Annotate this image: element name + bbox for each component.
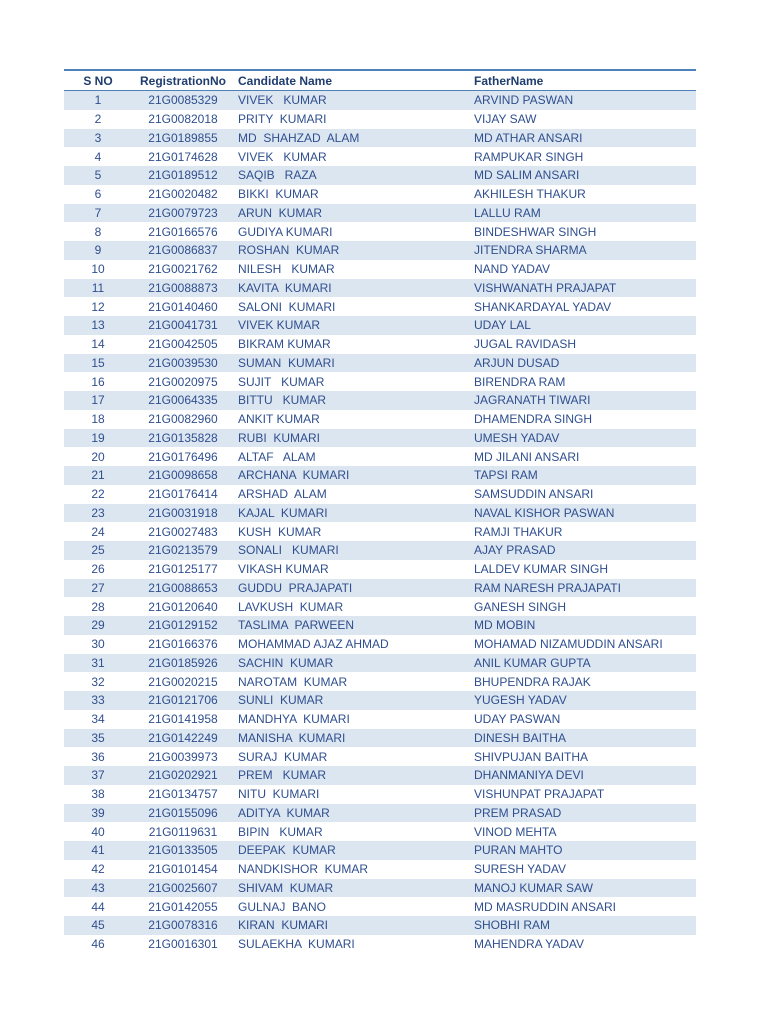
cell-candidate-name: ARUN KUMAR bbox=[234, 204, 472, 223]
cell-sno: 40 bbox=[64, 822, 132, 841]
table-header bbox=[64, 70, 696, 91]
table-row bbox=[64, 354, 696, 373]
cell-father-name: MD MASRUDDIN ANSARI bbox=[472, 897, 696, 916]
cell-father-name: MANOJ KUMAR SAW bbox=[472, 879, 696, 898]
table-row bbox=[64, 241, 696, 260]
cell-father-name: SHIVPUJAN BAITHA bbox=[472, 747, 696, 766]
cell-registration-no: 21G0135828 bbox=[132, 429, 234, 448]
table-body bbox=[64, 91, 696, 954]
cell-sno: 24 bbox=[64, 522, 132, 541]
cell-sno: 37 bbox=[64, 766, 132, 785]
cell-father-name: VINOD MEHTA bbox=[472, 822, 696, 841]
table-row bbox=[64, 279, 696, 298]
table-row bbox=[64, 466, 696, 485]
cell-father-name: LALDEV KUMAR SINGH bbox=[472, 560, 696, 579]
cell-sno: 11 bbox=[64, 279, 132, 298]
cell-registration-no: 21G0064335 bbox=[132, 391, 234, 410]
cell-registration-no: 21G0129152 bbox=[132, 616, 234, 635]
table-row bbox=[64, 935, 696, 954]
cell-candidate-name: BIKRAM KUMAR bbox=[234, 335, 472, 354]
cell-registration-no: 21G0120640 bbox=[132, 597, 234, 616]
cell-candidate-name: PREM KUMAR bbox=[234, 766, 472, 785]
cell-registration-no: 21G0082960 bbox=[132, 410, 234, 429]
cell-father-name: RAM NARESH PRAJAPATI bbox=[472, 579, 696, 598]
cell-registration-no: 21G0134757 bbox=[132, 785, 234, 804]
cell-sno: 32 bbox=[64, 672, 132, 691]
cell-candidate-name: SHIVAM KUMAR bbox=[234, 879, 472, 898]
table-row bbox=[64, 335, 696, 354]
cell-registration-no: 21G0082018 bbox=[132, 110, 234, 129]
cell-sno: 36 bbox=[64, 747, 132, 766]
cell-registration-no: 21G0174628 bbox=[132, 147, 234, 166]
cell-sno: 46 bbox=[64, 935, 132, 954]
cell-father-name: JUGAL RAVIDASH bbox=[472, 335, 696, 354]
cell-candidate-name: TASLIMA PARWEEN bbox=[234, 616, 472, 635]
cell-candidate-name: VIVEK KUMAR bbox=[234, 91, 472, 110]
cell-father-name: MD SALIM ANSARI bbox=[472, 166, 696, 185]
column-header-father-name: FatherName bbox=[472, 70, 696, 91]
cell-sno: 14 bbox=[64, 335, 132, 354]
table-row bbox=[64, 429, 696, 448]
cell-sno: 21 bbox=[64, 466, 132, 485]
cell-father-name: JAGRANATH TIWARI bbox=[472, 391, 696, 410]
candidate-table bbox=[64, 69, 696, 954]
cell-candidate-name: KIRAN KUMARI bbox=[234, 916, 472, 935]
cell-registration-no: 21G0088653 bbox=[132, 579, 234, 598]
cell-candidate-name: BIPIN KUMAR bbox=[234, 822, 472, 841]
cell-candidate-name: NAROTAM KUMAR bbox=[234, 672, 472, 691]
cell-father-name: BIRENDRA RAM bbox=[472, 372, 696, 391]
table-row bbox=[64, 804, 696, 823]
cell-registration-no: 21G0140460 bbox=[132, 297, 234, 316]
cell-registration-no: 21G0041731 bbox=[132, 316, 234, 335]
cell-father-name: SURESH YADAV bbox=[472, 860, 696, 879]
cell-registration-no: 21G0119631 bbox=[132, 822, 234, 841]
cell-registration-no: 21G0088873 bbox=[132, 279, 234, 298]
table-row bbox=[64, 597, 696, 616]
table-row bbox=[64, 297, 696, 316]
cell-sno: 20 bbox=[64, 447, 132, 466]
cell-candidate-name: SURAJ KUMAR bbox=[234, 747, 472, 766]
table-row bbox=[64, 185, 696, 204]
cell-candidate-name: SULAEKHA KUMARI bbox=[234, 935, 472, 954]
cell-candidate-name: ARCHANA KUMARI bbox=[234, 466, 472, 485]
table-row bbox=[64, 541, 696, 560]
cell-sno: 17 bbox=[64, 391, 132, 410]
table-row bbox=[64, 222, 696, 241]
cell-candidate-name: SUMAN KUMARI bbox=[234, 354, 472, 373]
cell-candidate-name: MANISHA KUMARI bbox=[234, 729, 472, 748]
cell-candidate-name: SONALI KUMARI bbox=[234, 541, 472, 560]
cell-registration-no: 21G0125177 bbox=[132, 560, 234, 579]
cell-candidate-name: BIKKI KUMAR bbox=[234, 185, 472, 204]
cell-father-name: JITENDRA SHARMA bbox=[472, 241, 696, 260]
cell-sno: 22 bbox=[64, 485, 132, 504]
table-row bbox=[64, 879, 696, 898]
table-row bbox=[64, 747, 696, 766]
cell-father-name: BHUPENDRA RAJAK bbox=[472, 672, 696, 691]
cell-father-name: PREM PRASAD bbox=[472, 804, 696, 823]
header-row bbox=[64, 70, 696, 91]
cell-father-name: RAMPUKAR SINGH bbox=[472, 147, 696, 166]
cell-father-name: ARVIND PASWAN bbox=[472, 91, 696, 110]
cell-registration-no: 21G0039530 bbox=[132, 354, 234, 373]
cell-father-name: UDAY LAL bbox=[472, 316, 696, 335]
cell-registration-no: 21G0141958 bbox=[132, 710, 234, 729]
table-row bbox=[64, 616, 696, 635]
cell-registration-no: 21G0166376 bbox=[132, 635, 234, 654]
table-row bbox=[64, 147, 696, 166]
cell-father-name: ANIL KUMAR GUPTA bbox=[472, 654, 696, 673]
cell-father-name: SHOBHI RAM bbox=[472, 916, 696, 935]
cell-registration-no: 21G0176496 bbox=[132, 447, 234, 466]
table-row bbox=[64, 110, 696, 129]
cell-registration-no: 21G0133505 bbox=[132, 841, 234, 860]
cell-candidate-name: MD SHAHZAD ALAM bbox=[234, 129, 472, 148]
table-row bbox=[64, 635, 696, 654]
table-row bbox=[64, 841, 696, 860]
cell-father-name: UDAY PASWAN bbox=[472, 710, 696, 729]
table-row bbox=[64, 579, 696, 598]
cell-candidate-name: ROSHAN KUMAR bbox=[234, 241, 472, 260]
cell-sno: 12 bbox=[64, 297, 132, 316]
cell-sno: 27 bbox=[64, 579, 132, 598]
table-row bbox=[64, 316, 696, 335]
cell-registration-no: 21G0101454 bbox=[132, 860, 234, 879]
cell-father-name: ARJUN DUSAD bbox=[472, 354, 696, 373]
cell-candidate-name: SALONI KUMARI bbox=[234, 297, 472, 316]
cell-sno: 44 bbox=[64, 897, 132, 916]
cell-father-name: MAHENDRA YADAV bbox=[472, 935, 696, 954]
cell-registration-no: 21G0142055 bbox=[132, 897, 234, 916]
table-row bbox=[64, 166, 696, 185]
cell-registration-no: 21G0039973 bbox=[132, 747, 234, 766]
table-row bbox=[64, 691, 696, 710]
cell-sno: 35 bbox=[64, 729, 132, 748]
table-row bbox=[64, 860, 696, 879]
table-row bbox=[64, 204, 696, 223]
cell-father-name: GANESH SINGH bbox=[472, 597, 696, 616]
column-header-candidate-name: Candidate Name bbox=[234, 70, 472, 91]
cell-registration-no: 21G0189855 bbox=[132, 129, 234, 148]
table-row bbox=[64, 822, 696, 841]
cell-sno: 28 bbox=[64, 597, 132, 616]
cell-father-name: MOHAMAD NIZAMUDDIN ANSARI bbox=[472, 635, 696, 654]
table-row bbox=[64, 897, 696, 916]
cell-father-name: DHAMENDRA SINGH bbox=[472, 410, 696, 429]
cell-father-name: VIJAY SAW bbox=[472, 110, 696, 129]
cell-registration-no: 21G0016301 bbox=[132, 935, 234, 954]
cell-father-name: NAVAL KISHOR PASWAN bbox=[472, 504, 696, 523]
table-row bbox=[64, 410, 696, 429]
table-row bbox=[64, 672, 696, 691]
cell-father-name: TAPSI RAM bbox=[472, 466, 696, 485]
cell-registration-no: 21G0079723 bbox=[132, 204, 234, 223]
table-row bbox=[64, 129, 696, 148]
table-row bbox=[64, 504, 696, 523]
table-row bbox=[64, 766, 696, 785]
table-row bbox=[64, 260, 696, 279]
cell-father-name: AJAY PRASAD bbox=[472, 541, 696, 560]
cell-registration-no: 21G0142249 bbox=[132, 729, 234, 748]
cell-sno: 4 bbox=[64, 147, 132, 166]
cell-father-name: AKHILESH THAKUR bbox=[472, 185, 696, 204]
cell-father-name: VISHWANATH PRAJAPAT bbox=[472, 279, 696, 298]
cell-sno: 10 bbox=[64, 260, 132, 279]
cell-sno: 15 bbox=[64, 354, 132, 373]
table-row bbox=[64, 560, 696, 579]
cell-sno: 16 bbox=[64, 372, 132, 391]
table-row bbox=[64, 785, 696, 804]
cell-registration-no: 21G0027483 bbox=[132, 522, 234, 541]
cell-sno: 18 bbox=[64, 410, 132, 429]
cell-sno: 7 bbox=[64, 204, 132, 223]
cell-candidate-name: KAVITA KUMARI bbox=[234, 279, 472, 298]
cell-sno: 8 bbox=[64, 222, 132, 241]
cell-father-name: SHANKARDAYAL YADAV bbox=[472, 297, 696, 316]
table-row bbox=[64, 710, 696, 729]
cell-registration-no: 21G0020975 bbox=[132, 372, 234, 391]
cell-sno: 2 bbox=[64, 110, 132, 129]
column-header-registration-no: RegistrationNo bbox=[132, 70, 234, 91]
cell-candidate-name: VIKASH KUMAR bbox=[234, 560, 472, 579]
cell-candidate-name: SACHIN KUMAR bbox=[234, 654, 472, 673]
cell-registration-no: 21G0086837 bbox=[132, 241, 234, 260]
cell-registration-no: 21G0213579 bbox=[132, 541, 234, 560]
cell-registration-no: 21G0031918 bbox=[132, 504, 234, 523]
cell-father-name: DINESH BAITHA bbox=[472, 729, 696, 748]
cell-registration-no: 21G0025607 bbox=[132, 879, 234, 898]
cell-candidate-name: ALTAF ALAM bbox=[234, 447, 472, 466]
cell-father-name: SAMSUDDIN ANSARI bbox=[472, 485, 696, 504]
cell-registration-no: 21G0020482 bbox=[132, 185, 234, 204]
cell-sno: 31 bbox=[64, 654, 132, 673]
cell-candidate-name: ANKIT KUMAR bbox=[234, 410, 472, 429]
table-row bbox=[64, 485, 696, 504]
cell-sno: 29 bbox=[64, 616, 132, 635]
cell-sno: 13 bbox=[64, 316, 132, 335]
cell-candidate-name: ADITYA KUMAR bbox=[234, 804, 472, 823]
cell-father-name: UMESH YADAV bbox=[472, 429, 696, 448]
cell-candidate-name: DEEPAK KUMAR bbox=[234, 841, 472, 860]
table-row bbox=[64, 91, 696, 110]
table-row bbox=[64, 372, 696, 391]
cell-candidate-name: BITTU KUMAR bbox=[234, 391, 472, 410]
cell-registration-no: 21G0020215 bbox=[132, 672, 234, 691]
cell-candidate-name: NITU KUMARI bbox=[234, 785, 472, 804]
cell-sno: 25 bbox=[64, 541, 132, 560]
cell-candidate-name: VIVEK KUMAR bbox=[234, 147, 472, 166]
cell-sno: 43 bbox=[64, 879, 132, 898]
column-header-sno: S NO bbox=[64, 70, 132, 91]
cell-registration-no: 21G0078316 bbox=[132, 916, 234, 935]
table-row bbox=[64, 522, 696, 541]
cell-candidate-name: KAJAL KUMARI bbox=[234, 504, 472, 523]
cell-sno: 38 bbox=[64, 785, 132, 804]
cell-father-name: NAND YADAV bbox=[472, 260, 696, 279]
cell-registration-no: 21G0155096 bbox=[132, 804, 234, 823]
cell-sno: 39 bbox=[64, 804, 132, 823]
cell-father-name: RAMJI THAKUR bbox=[472, 522, 696, 541]
cell-registration-no: 21G0098658 bbox=[132, 466, 234, 485]
cell-candidate-name: MOHAMMAD AJAZ AHMAD bbox=[234, 635, 472, 654]
cell-candidate-name: RUBI KUMARI bbox=[234, 429, 472, 448]
cell-sno: 6 bbox=[64, 185, 132, 204]
cell-registration-no: 21G0021762 bbox=[132, 260, 234, 279]
cell-father-name: VISHUNPAT PRAJAPAT bbox=[472, 785, 696, 804]
cell-father-name: MD ATHAR ANSARI bbox=[472, 129, 696, 148]
cell-sno: 33 bbox=[64, 691, 132, 710]
cell-sno: 19 bbox=[64, 429, 132, 448]
cell-registration-no: 21G0185926 bbox=[132, 654, 234, 673]
table-row bbox=[64, 447, 696, 466]
cell-candidate-name: PRITY KUMARI bbox=[234, 110, 472, 129]
cell-registration-no: 21G0121706 bbox=[132, 691, 234, 710]
cell-candidate-name: VIVEK KUMAR bbox=[234, 316, 472, 335]
cell-registration-no: 21G0166576 bbox=[132, 222, 234, 241]
cell-candidate-name: KUSH KUMAR bbox=[234, 522, 472, 541]
cell-candidate-name: GULNAJ BANO bbox=[234, 897, 472, 916]
cell-candidate-name: GUDIYA KUMARI bbox=[234, 222, 472, 241]
cell-candidate-name: SUJIT KUMAR bbox=[234, 372, 472, 391]
cell-sno: 5 bbox=[64, 166, 132, 185]
cell-candidate-name: SUNLI KUMAR bbox=[234, 691, 472, 710]
table-row bbox=[64, 729, 696, 748]
cell-sno: 42 bbox=[64, 860, 132, 879]
cell-father-name: BINDESHWAR SINGH bbox=[472, 222, 696, 241]
cell-sno: 41 bbox=[64, 841, 132, 860]
cell-father-name: MD MOBIN bbox=[472, 616, 696, 635]
candidate-list-sheet bbox=[64, 69, 696, 954]
cell-candidate-name: NANDKISHOR KUMAR bbox=[234, 860, 472, 879]
cell-registration-no: 21G0189512 bbox=[132, 166, 234, 185]
cell-sno: 34 bbox=[64, 710, 132, 729]
cell-registration-no: 21G0202921 bbox=[132, 766, 234, 785]
cell-sno: 9 bbox=[64, 241, 132, 260]
cell-registration-no: 21G0176414 bbox=[132, 485, 234, 504]
cell-father-name: MD JILANI ANSARI bbox=[472, 447, 696, 466]
cell-sno: 26 bbox=[64, 560, 132, 579]
cell-father-name: LALLU RAM bbox=[472, 204, 696, 223]
cell-sno: 45 bbox=[64, 916, 132, 935]
cell-sno: 23 bbox=[64, 504, 132, 523]
cell-registration-no: 21G0042505 bbox=[132, 335, 234, 354]
cell-sno: 1 bbox=[64, 91, 132, 110]
table-row bbox=[64, 654, 696, 673]
cell-sno: 3 bbox=[64, 129, 132, 148]
cell-candidate-name: LAVKUSH KUMAR bbox=[234, 597, 472, 616]
cell-father-name: DHANMANIYA DEVI bbox=[472, 766, 696, 785]
cell-candidate-name: GUDDU PRAJAPATI bbox=[234, 579, 472, 598]
cell-candidate-name: SAQIB RAZA bbox=[234, 166, 472, 185]
cell-sno: 30 bbox=[64, 635, 132, 654]
cell-candidate-name: ARSHAD ALAM bbox=[234, 485, 472, 504]
cell-registration-no: 21G0085329 bbox=[132, 91, 234, 110]
table-row bbox=[64, 916, 696, 935]
cell-father-name: PURAN MAHTO bbox=[472, 841, 696, 860]
cell-candidate-name: MANDHYA KUMARI bbox=[234, 710, 472, 729]
cell-candidate-name: NILESH KUMAR bbox=[234, 260, 472, 279]
table-row bbox=[64, 391, 696, 410]
cell-father-name: YUGESH YADAV bbox=[472, 691, 696, 710]
